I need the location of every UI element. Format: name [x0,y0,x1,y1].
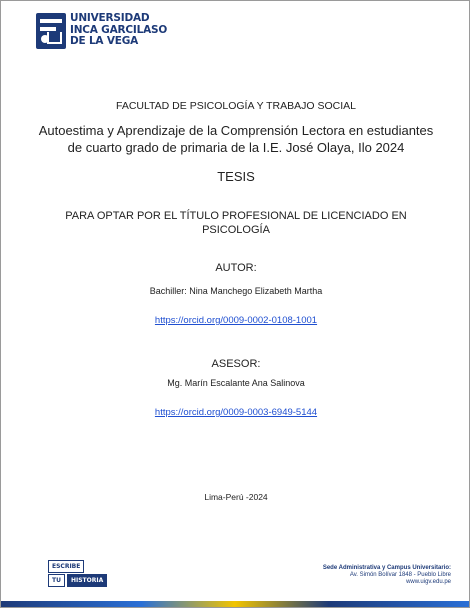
thesis-title-line-2: de cuarto grado de primaria de la I.E. José Olaya, Ilo 2024 [67,140,405,155]
tu-text: TU [48,574,65,587]
place-date: Lima-Perú -2024 [204,492,268,502]
degree-line-2: PSICOLOGÍA [202,224,270,236]
historia-text: HISTORIA [67,574,107,587]
logo-line-2: INCA GARCILASO [70,23,168,36]
address-line-2: Av. Simón Bolívar 1848 - Pueblo Libre [349,572,451,578]
escribe-tu-historia-logo [48,560,107,587]
university-name [70,13,167,48]
advisor-name: Mg. Marín Escalante Ana Salinova [167,378,305,388]
escribe-text: ESCRIBE [48,560,84,573]
footer-color-stripe [1,601,469,607]
author-orcid-link[interactable]: https://orcid.org/0009-0002-0108-1001 [154,315,318,326]
thesis-title [1,122,470,156]
logo-line-1: UNIVERSIDAD [70,12,150,24]
campus-address [323,565,451,586]
author-name: Bachiller: Nina Manchego Elizabeth Martha [149,286,323,296]
logo-line-3: DE LA VEGA [70,35,139,47]
thesis-title-line-1: Autoestima y Aprendizaje de la Comprensión Lectora en estudiantes [38,123,434,138]
website-text: www.uigv.edu.pe [406,579,451,585]
advisor-orcid-link[interactable]: https://orcid.org/0009-0003-6949-5144 [154,407,318,418]
university-logo [36,13,167,49]
advisor-orcid-wrap [1,402,470,420]
university-emblem-icon [36,13,66,49]
address-line-1: Sede Administrativa y Campus Universitario: [322,565,451,571]
faculty-heading: FACULTAD DE PSICOLOGÍA Y TRABAJO SOCIAL [115,100,357,112]
author-orcid-wrap [1,310,470,328]
degree-line-1: PARA OPTAR POR EL TÍTULO PROFESIONAL DE LICENCIADO EN [65,210,407,222]
document-type: TESIS [217,169,255,184]
degree-statement [1,209,470,237]
author-label: AUTOR: [215,262,257,274]
advisor-label: ASESOR: [211,358,261,370]
